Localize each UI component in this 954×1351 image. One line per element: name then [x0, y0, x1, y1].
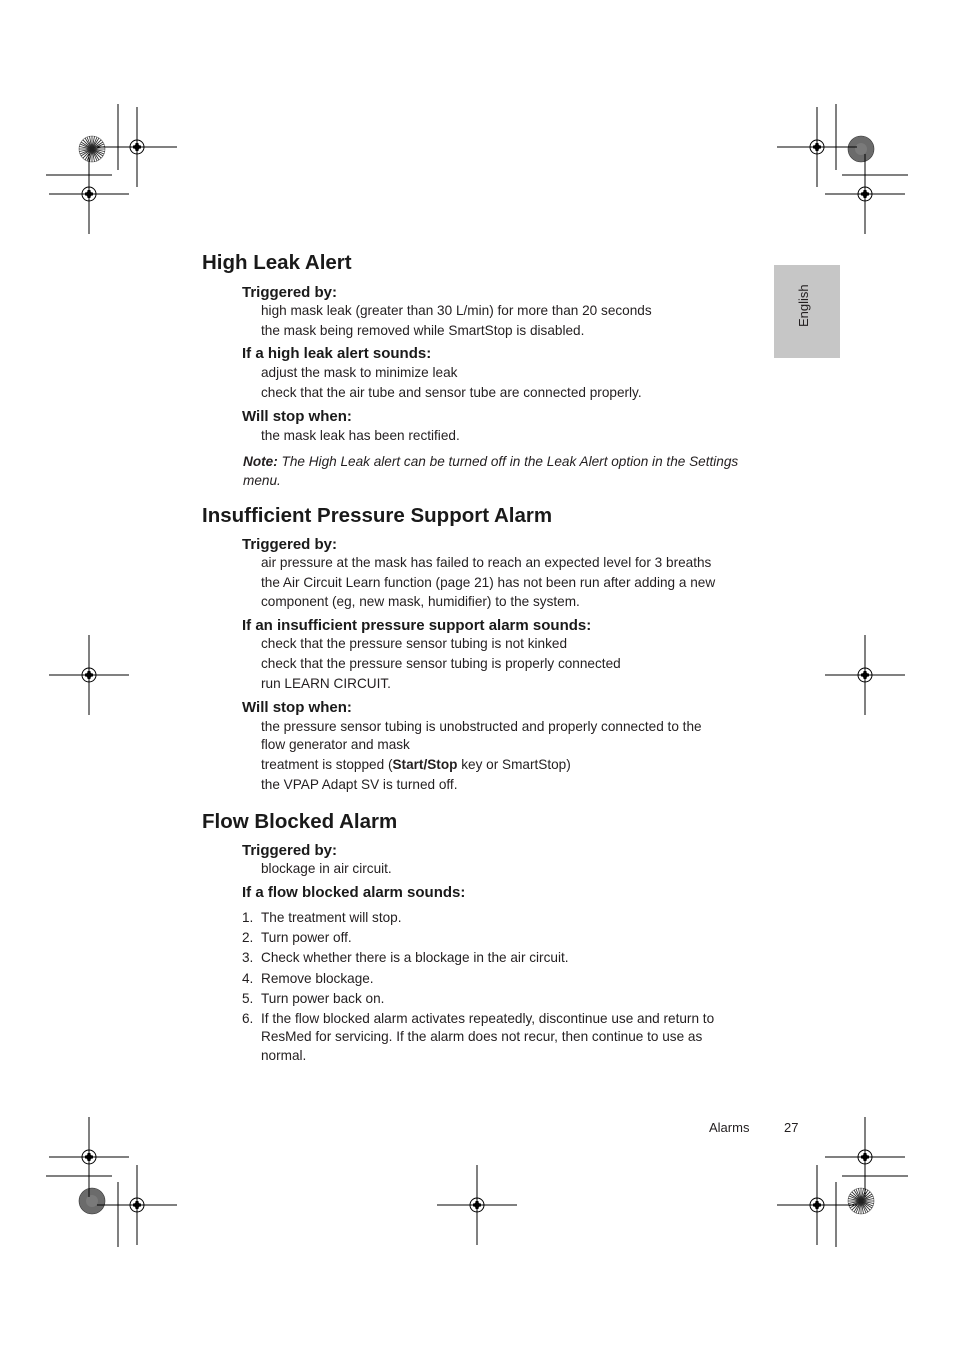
insufficient-triggered-label: Triggered by:	[242, 536, 338, 553]
step-number: 2.	[242, 930, 254, 945]
step-number: 6.	[242, 1011, 254, 1026]
note-label: Note:	[243, 454, 278, 469]
page-number: 27	[784, 1120, 799, 1135]
step-text: Remove blockage.	[261, 971, 374, 986]
high-leak-stop-item: the mask leak has been rectified.	[261, 428, 460, 443]
high-leak-sounds-item: adjust the mask to minimize leak	[261, 365, 458, 380]
step-text: Turn power back on.	[261, 991, 385, 1006]
language-tab	[774, 265, 840, 358]
high-leak-triggered-item: high mask leak (greater than 30 L/min) for more than 20 seconds	[261, 303, 652, 318]
insufficient-stop-item: flow generator and mask	[261, 737, 410, 752]
step-text: Check whether there is a blockage in the air circuit.	[261, 950, 569, 965]
step-number: 5.	[242, 991, 254, 1006]
treatment-pre: treatment is stopped (	[261, 757, 393, 772]
step-text: ResMed for servicing. If the alarm does not recur, then continue to use as	[261, 1029, 703, 1044]
note-text: The High Leak alert can be turned off in the Leak Alert option in the Settings menu.	[243, 454, 739, 488]
high-leak-sounds-item: check that the air tube and sensor tube are connected properly.	[261, 385, 642, 400]
insufficient-stop-label: Will stop when:	[242, 699, 352, 716]
insufficient-stop-item: the VPAP Adapt SV is turned off.	[261, 777, 458, 792]
high-leak-sounds-label: If a high leak alert sounds:	[242, 345, 432, 362]
treatment-post: key or SmartStop)	[457, 757, 571, 772]
footer-section-name: Alarms	[709, 1120, 750, 1135]
section-title-insufficient-pressure: Insufficient Pressure Support Alarm	[202, 504, 553, 527]
step-number: 3.	[242, 950, 254, 965]
section-title-flow-blocked: Flow Blocked Alarm	[202, 810, 398, 833]
insufficient-stop-treatment	[261, 755, 571, 774]
insufficient-triggered-item: the Air Circuit Learn function (page 21) has not been run after adding a new	[261, 575, 716, 590]
insufficient-sounds-label: If an insufficient pressure support alarm sounds:	[242, 617, 592, 634]
flow-blocked-triggered-item: blockage in air circuit.	[261, 861, 392, 876]
high-leak-stop-label: Will stop when:	[242, 408, 352, 425]
step-text: The treatment will stop.	[261, 910, 402, 925]
insufficient-sounds-item: check that the pressure sensor tubing is not kinked	[261, 636, 568, 651]
step-number: 4.	[242, 971, 254, 986]
step-text: Turn power off.	[261, 930, 352, 945]
step-number: 1.	[242, 910, 254, 925]
insufficient-sounds-item: run LEARN CIRCUIT.	[261, 676, 391, 691]
language-tab-label: English	[796, 284, 811, 327]
section-title-high-leak: High Leak Alert	[202, 251, 352, 274]
insufficient-triggered-item: component (eg, new mask, humidifier) to the system.	[261, 594, 580, 609]
start-stop-key-label: Start/Stop	[392, 757, 458, 772]
step-text: normal.	[261, 1048, 307, 1063]
high-leak-note	[243, 452, 743, 490]
insufficient-triggered-item: air pressure at the mask has failed to reach an expected level for 3 breaths	[261, 555, 712, 570]
high-leak-triggered-item: the mask being removed while SmartStop is disabled.	[261, 323, 585, 338]
insufficient-sounds-item: check that the pressure sensor tubing is properly connected	[261, 656, 621, 671]
step-text: If the flow blocked alarm activates repeatedly, discontinue use and return to	[261, 1011, 715, 1026]
flow-blocked-sounds-label: If a flow blocked alarm sounds:	[242, 884, 466, 901]
insufficient-stop-item: the pressure sensor tubing is unobstructed and properly connected to the	[261, 719, 702, 734]
high-leak-triggered-label: Triggered by:	[242, 284, 338, 301]
flow-blocked-triggered-label: Triggered by:	[242, 842, 338, 859]
